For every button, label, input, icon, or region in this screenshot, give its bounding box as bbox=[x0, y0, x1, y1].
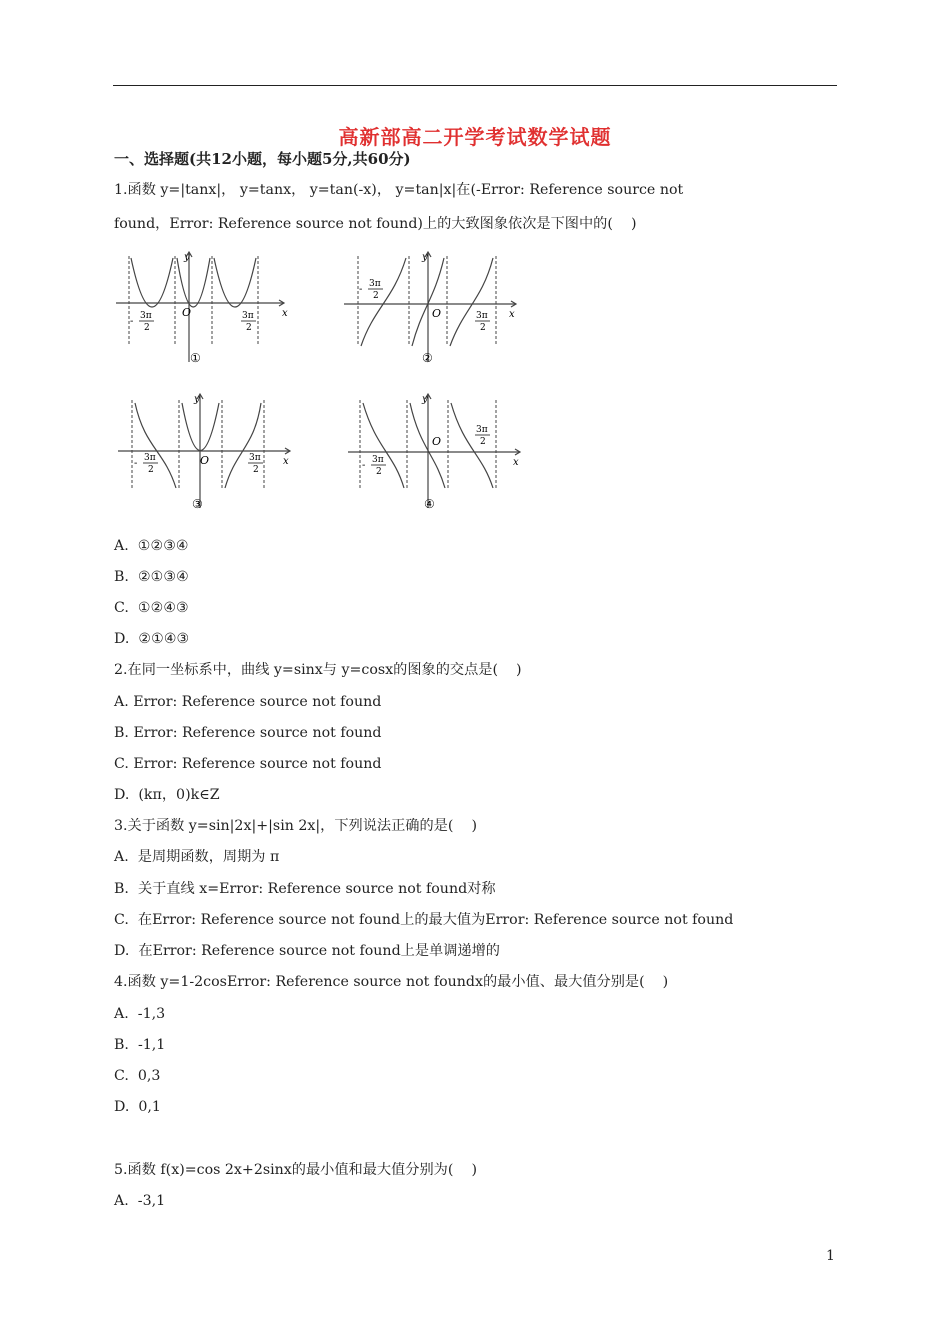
graph-3 bbox=[112, 388, 302, 522]
text-line: 5.函数 f(x)=cos 2x+2sinx的最小值和最大值分别为( ) bbox=[114, 1162, 477, 1178]
text-line: C. 在Error: Reference source not found上的最大值为Error: Reference source not found bbox=[114, 912, 734, 928]
svg-text:2: 2 bbox=[253, 465, 259, 475]
graph-2 bbox=[336, 246, 526, 375]
text-line: B. 关于直线 x=Error: Reference source not found对称 bbox=[114, 881, 496, 897]
text-line: D. (kπ，0)k∈Z bbox=[114, 787, 220, 803]
svg-text:2: 2 bbox=[373, 291, 379, 301]
svg-text:2: 2 bbox=[246, 323, 252, 333]
header-rule bbox=[113, 85, 837, 86]
text-line: A. -1,3 bbox=[114, 1006, 166, 1022]
text-line: B. Error: Reference source not found bbox=[114, 725, 382, 741]
svg-text:O: O bbox=[432, 435, 442, 448]
svg-text:y: y bbox=[184, 252, 190, 263]
svg-text:y: y bbox=[194, 394, 200, 405]
svg-text:3π: 3π bbox=[144, 453, 156, 463]
svg-text:2: 2 bbox=[376, 467, 382, 477]
svg-text:x: x bbox=[282, 308, 288, 319]
svg-text:-: - bbox=[362, 460, 366, 471]
svg-text:x: x bbox=[283, 456, 289, 467]
text-line: D. 0,1 bbox=[114, 1099, 161, 1115]
svg-text:3π: 3π bbox=[242, 311, 254, 321]
svg-text:2: 2 bbox=[148, 465, 154, 475]
svg-text:x: x bbox=[509, 309, 515, 320]
svg-text:3π: 3π bbox=[140, 311, 152, 321]
svg-text:④: ④ bbox=[424, 497, 435, 511]
svg-text:-: - bbox=[134, 458, 138, 469]
text-line: 2.在同一坐标系中，曲线 y=sinx与 y=cosx的图象的交点是( ) bbox=[114, 662, 522, 678]
svg-text:③: ③ bbox=[192, 497, 203, 511]
svg-text:O: O bbox=[432, 307, 442, 320]
text-line: D. ②①④③ bbox=[114, 631, 190, 647]
section-heading: 一、选择题(共12小题，每小题5分,共60分) bbox=[114, 150, 411, 168]
text-line: A. 是周期函数，周期为 π bbox=[114, 849, 280, 865]
text-line: A. Error: Reference source not found bbox=[114, 694, 382, 710]
text-line: B. -1,1 bbox=[114, 1037, 166, 1053]
text-line: A. ①②③④ bbox=[114, 538, 189, 554]
svg-text:3π: 3π bbox=[476, 311, 488, 321]
page-title: 高新部高二开学考试数学试题 bbox=[338, 125, 612, 149]
svg-text:3π: 3π bbox=[369, 279, 381, 289]
text-line: D. 在Error: Reference source not found上是单调递增的 bbox=[114, 943, 500, 959]
text-line: C. 0,3 bbox=[114, 1068, 161, 1084]
graph-4 bbox=[340, 388, 530, 522]
text-line: 1.函数 y=|tanx|， y=tanx， y=tan(-x)， y=tan|x|在(-Error: Reference source not bbox=[114, 182, 684, 198]
svg-text:3π: 3π bbox=[476, 425, 488, 435]
svg-text:2: 2 bbox=[144, 323, 150, 333]
svg-text:-: - bbox=[359, 284, 363, 295]
svg-text:x: x bbox=[513, 457, 519, 468]
svg-text:y: y bbox=[422, 252, 428, 263]
text-line: A. -3,1 bbox=[114, 1193, 166, 1209]
svg-text:②: ② bbox=[422, 351, 433, 365]
svg-text:y: y bbox=[422, 394, 428, 405]
svg-text:2: 2 bbox=[480, 323, 486, 333]
svg-text:O: O bbox=[200, 454, 210, 467]
text-line: found，Error: Reference source not found)上的大致图象依次是下图中的( ) bbox=[114, 216, 637, 232]
svg-text:①: ① bbox=[190, 351, 201, 365]
svg-text:-: - bbox=[130, 316, 134, 327]
svg-text:O: O bbox=[182, 306, 192, 319]
svg-text:3π: 3π bbox=[249, 453, 261, 463]
text-line: C. Error: Reference source not found bbox=[114, 756, 382, 772]
svg-text:3π: 3π bbox=[372, 455, 384, 465]
text-line: B. ②①③④ bbox=[114, 569, 189, 585]
text-line: C. ①②④③ bbox=[114, 600, 189, 616]
text-line: 3.关于函数 y=sin|2x|+|sin 2x|，下列说法正确的是( ) bbox=[114, 818, 477, 834]
svg-text:2: 2 bbox=[480, 437, 486, 447]
graph-1 bbox=[112, 246, 292, 375]
page-number: 1 bbox=[826, 1248, 835, 1264]
text-line: 4.函数 y=1-2cosError: Reference source not foundx的最小值、最大值分别是( ) bbox=[114, 974, 669, 990]
